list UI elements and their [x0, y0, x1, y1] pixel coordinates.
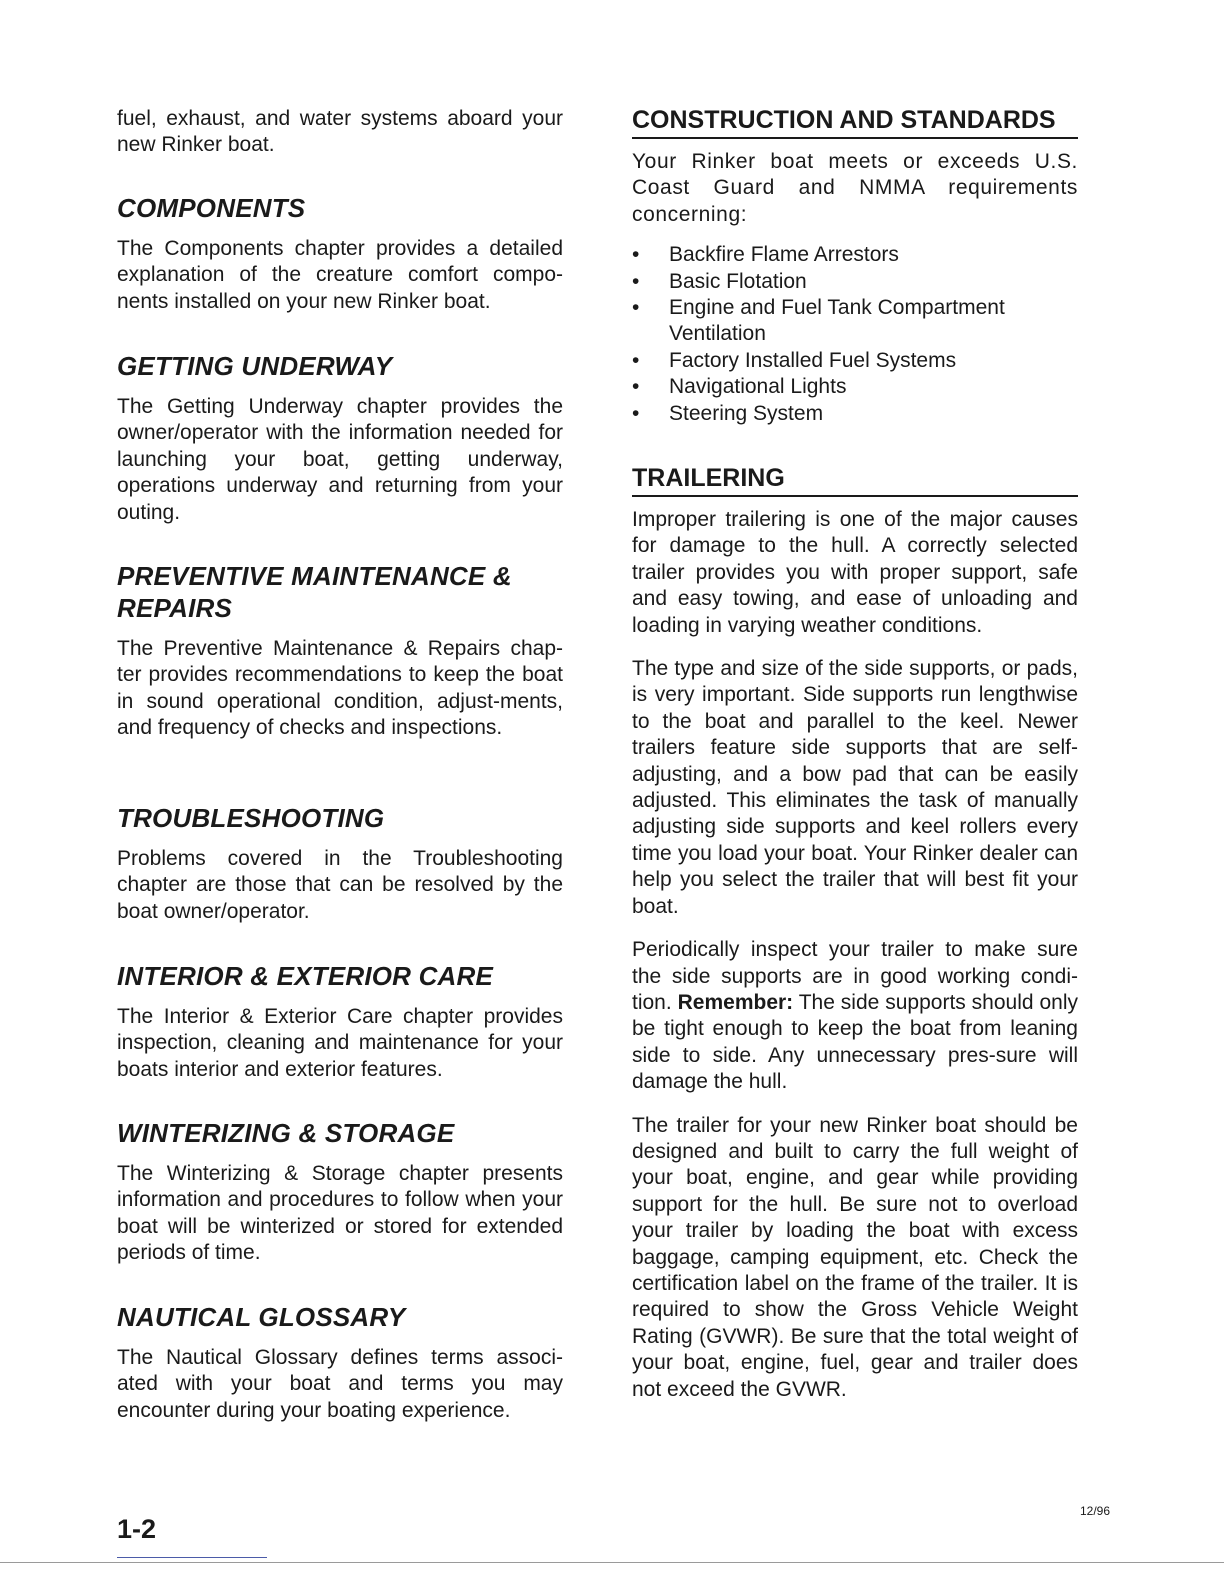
list-item: • Engine and Fuel Tank Compartment Ventilation	[632, 295, 1078, 348]
list-item: • Basic Flotation	[632, 269, 1078, 295]
list-item: • Factory Installed Fuel Systems	[632, 348, 1078, 374]
section-interior-exterior	[117, 961, 563, 1083]
section-getting-underway	[117, 351, 563, 526]
section-heading: COMPONENTS	[117, 193, 306, 223]
list-item: • Navigational Lights	[632, 374, 1078, 400]
para3-text: Periodically inspect your trailer to make sure the side supports are in good working condi-tion.	[632, 938, 1078, 1014]
section-heading: NAUTICAL GLOSSARY	[117, 1302, 406, 1332]
section-body: The Interior & Exterior Care chapter provides inspection, cleaning and maintenance for your boats interior and exterior features.	[117, 1005, 563, 1081]
standards-list	[632, 242, 1078, 427]
list-item: • Backfire Flame Arrestors	[632, 242, 1078, 268]
section-heading: INTERIOR & EXTERIOR CARE	[117, 961, 494, 991]
intro-text: fuel, exhaust, and water systems aboard your new Rinker boat.	[117, 107, 563, 157]
section-body: The Winterizing & Storage chapter presents information and procedures to follow when your boat will be winterized or stored for extended periods of time.	[117, 1162, 563, 1265]
trailering-paragraph-1: Improper trailering is one of the major causes for damage to the hull. A correctly selected trailer provides you with proper support, safe and easy towing, and ease of unloading and loading in varying weather conditions.	[632, 508, 1078, 637]
construction-heading: CONSTRUCTION AND STANDARDS	[632, 105, 1078, 139]
section-body: The Components chapter provides a detailed explanation of the creature comfort compo-nents installed on your new Rinker boat.	[117, 237, 563, 313]
section-trailering	[632, 463, 1078, 1403]
remember-label: Remember:	[677, 990, 794, 1014]
footer-link-underline	[117, 1557, 267, 1558]
section-heading: TROUBLESHOOTING	[117, 803, 385, 833]
section-body: Problems covered in the Troubleshooting chapter are those that can be resolved by the boat owner/operator.	[117, 847, 563, 923]
page-number: 1-2	[117, 1514, 157, 1544]
section-heading: PREVENTIVE MAINTENANCE & REPAIRS	[117, 561, 512, 623]
para3-text-rest: The side supports should only be tight enough to keep the boat from leaning side to side. Any unnecessary pres-sure will damage the hull.	[632, 990, 1078, 1094]
section-body: The Nautical Glossary defines terms associ-ated with your boat and terms you may encounter during your boating experience.	[117, 1346, 563, 1422]
section-nautical-glossary	[117, 1302, 563, 1424]
section-construction	[632, 105, 1078, 427]
footer-divider	[0, 1562, 1224, 1563]
trailering-heading: TRAILERING	[632, 463, 1078, 497]
section-heading: WINTERIZING & STORAGE	[117, 1118, 455, 1148]
trailering-paragraph-4: The trailer for your new Rinker boat should be designed and built to carry the full weight of your boat, engine, and gear while providing support for the hull. Be sure not to overload your trailer by loading the boat with excess baggage, camping equipment, etc. Check the certification label on the frame of the trailer. It is required to show the Gross Vehicle Weight Rating (GVWR). Be sure that the total weight of your boat, engine, fuel, gear and trailer does not exceed the GVWR.	[632, 1113, 1078, 1401]
section-components	[117, 193, 563, 315]
list-item: • Steering System	[632, 401, 1078, 427]
section-winterizing	[117, 1118, 563, 1267]
section-body: The Getting Underway chapter provides the owner/operator with the information needed for launching your boat, getting underway, operations underway and returning from your outing.	[117, 395, 563, 524]
construction-body: Your Rinker boat meets or exceeds U.S. Coast Guard and NMMA requirements concerning:	[632, 150, 1078, 226]
date-code: 12/96	[1080, 1504, 1111, 1518]
section-troubleshooting	[117, 803, 563, 925]
section-body: The Preventive Maintenance & Repairs chap-ter provides recommendations to keep the boat in sound operational condition, adjust-ments, and frequency of checks and inspections.	[117, 637, 563, 740]
section-heading: GETTING UNDERWAY	[117, 351, 393, 381]
section-preventive-maintenance	[117, 560, 563, 742]
trailering-paragraph-3	[632, 937, 1078, 1095]
trailering-paragraph-2: The type and size of the side supports, or pads, is very important. Side supports run lengthwise to the boat and parallel to the keel. Newer trailers feature side supports that are self-adjusting, and a bow pad that can be easily adjusted. This eliminates the task of manually adjusting side supports and keel rollers every time you load your boat. Your Rinker dealer can help you select the trailer that will best fit your boat.	[632, 657, 1078, 918]
